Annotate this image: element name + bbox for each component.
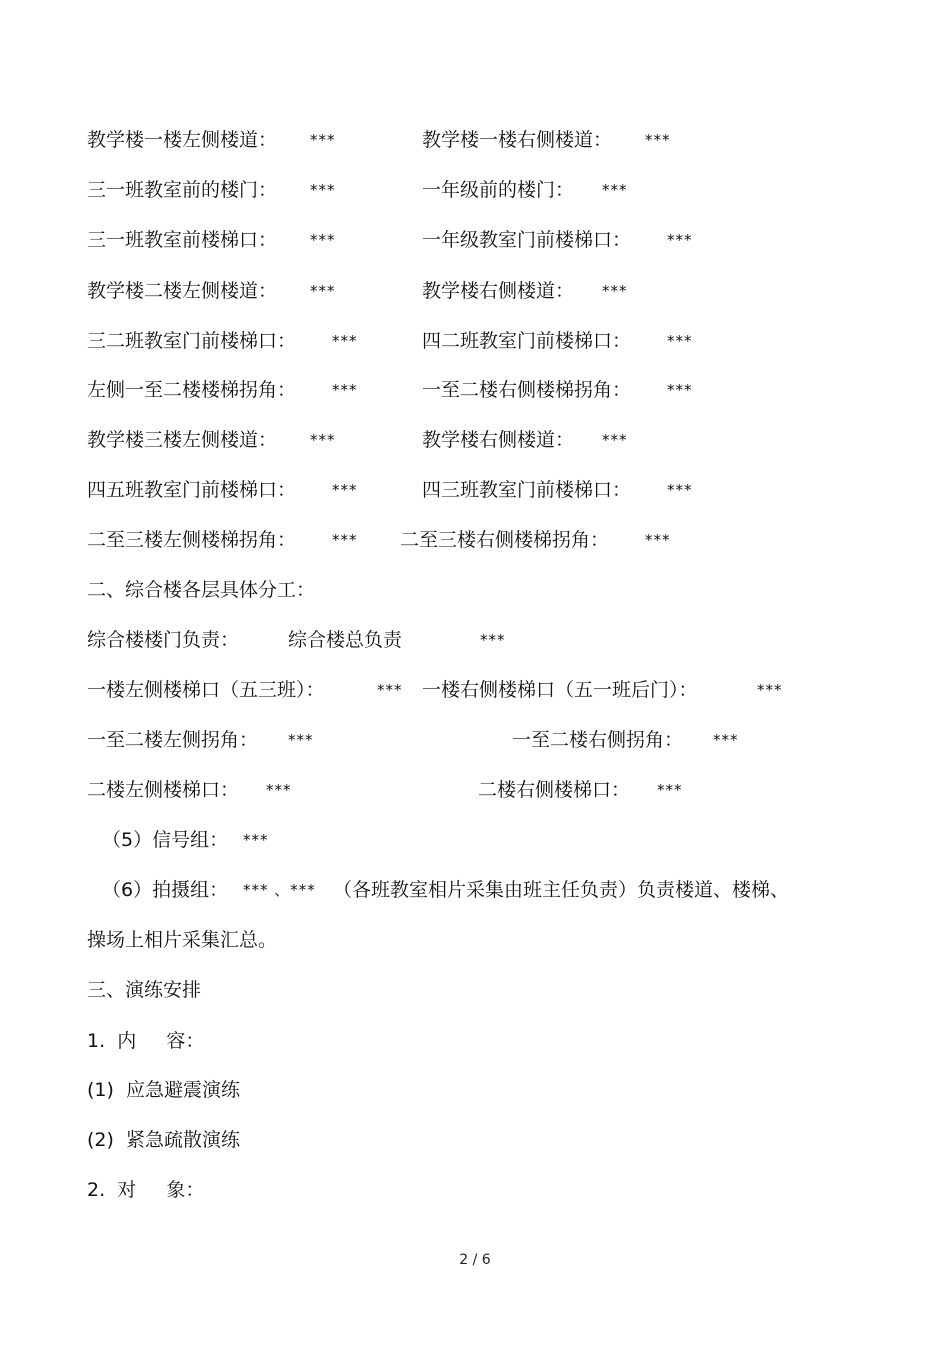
text-segment: *** (602, 282, 628, 300)
text-segment: *** (310, 181, 336, 199)
text-line (0, 870, 950, 910)
section-heading (0, 970, 950, 1010)
text-line (0, 470, 950, 510)
text-segment: *** (266, 781, 292, 799)
list-item (0, 1070, 950, 1110)
text-segment: 二至三楼右侧楼梯拐角： (400, 529, 610, 551)
text-segment: *** (332, 481, 358, 499)
text-segment: 教学楼一楼左侧楼道： (87, 129, 278, 151)
text-segment: *** (377, 681, 403, 699)
text-segment: 综合楼楼门负责： (87, 629, 240, 651)
text-line (0, 271, 950, 311)
text-segment: 四三班教室门前楼梯口： (422, 479, 632, 501)
text-line (0, 370, 950, 410)
text-line (0, 670, 950, 710)
text-segment: 教学楼三楼左侧楼道： (87, 429, 278, 451)
text-segment: *** (757, 681, 783, 699)
text-line (0, 170, 950, 210)
text-segment: (1) 应急避震演练 (87, 1079, 240, 1101)
text-segment: *** (645, 531, 671, 549)
text-segment: *** (667, 231, 693, 249)
text-segment: （5）信号组： (102, 829, 229, 851)
text-segment: 四二班教室门前楼梯口： (422, 330, 632, 352)
text-segment: 二楼右侧楼梯口： (478, 779, 631, 801)
text-segment: （各班教室相片采集由班主任负责）负责楼道、楼梯、 (333, 879, 790, 901)
text-segment: *** (602, 431, 628, 449)
text-segment: *** (667, 332, 693, 350)
text-segment: *** (667, 381, 693, 399)
text-segment: 一年级教室门前楼梯口： (422, 229, 632, 251)
text-segment: 三一班教室前楼梯口： (87, 229, 278, 251)
text-line (0, 1170, 950, 1210)
section-heading (0, 570, 950, 610)
text-line (0, 620, 950, 660)
list-item (0, 1120, 950, 1160)
text-segment: 四五班教室门前楼梯口： (87, 479, 297, 501)
text-line (0, 420, 950, 460)
text-line (0, 220, 950, 260)
text-line (0, 520, 950, 560)
text-segment: *** (713, 731, 739, 749)
text-segment: (2) 紧急疏散演练 (87, 1129, 240, 1151)
text-segment: *** (310, 231, 336, 249)
text-segment: 一至二楼右侧楼梯拐角： (422, 379, 632, 401)
text-line (0, 321, 950, 361)
text-segment: 三、演练安排 (87, 979, 202, 1001)
text-segment: *** (310, 431, 336, 449)
text-segment: 三一班教室前的楼门： (87, 179, 278, 201)
text-segment: 2. 对 象： (87, 1179, 205, 1201)
text-segment: 综合楼总负责 (288, 629, 403, 651)
text-segment: *** (332, 381, 358, 399)
text-segment: 二楼左侧楼梯口： (87, 779, 240, 801)
text-segment: *** (602, 181, 628, 199)
text-segment: 教学楼右侧楼道： (422, 280, 575, 302)
text-segment: *** 、*** (243, 881, 316, 899)
text-segment: （6）拍摄组： (102, 879, 229, 901)
text-line (0, 1021, 950, 1061)
text-segment: *** (310, 131, 336, 149)
text-segment: 1. 内 容： (87, 1030, 205, 1052)
text-line (0, 820, 950, 860)
text-segment: 教学楼二楼左侧楼道： (87, 280, 278, 302)
text-segment: *** (332, 531, 358, 549)
text-line (0, 770, 950, 810)
text-segment: *** (667, 481, 693, 499)
text-segment: *** (288, 731, 314, 749)
text-segment: 左侧一至二楼楼梯拐角： (87, 379, 297, 401)
text-segment: 一年级前的楼门： (422, 179, 575, 201)
text-segment: *** (243, 831, 269, 849)
text-segment: 一至二楼右侧拐角： (512, 729, 684, 751)
page-number: 2 / 6 (459, 1252, 491, 1268)
text-segment: *** (657, 781, 683, 799)
text-segment: 一楼右侧楼梯口（五一班后门）： (422, 679, 698, 701)
text-segment: 二至三楼左侧楼梯拐角： (87, 529, 297, 551)
text-segment: 教学楼右侧楼道： (422, 429, 575, 451)
text-segment: 操场上相片采集汇总。 (87, 929, 278, 951)
text-segment: *** (480, 631, 506, 649)
text-segment: *** (332, 332, 358, 350)
text-segment: 一至二楼左侧拐角： (87, 729, 259, 751)
text-segment: 二、综合楼各层具体分工： (87, 579, 316, 601)
text-segment: *** (645, 131, 671, 149)
text-line (0, 920, 950, 960)
text-segment: 教学楼一楼右侧楼道： (422, 129, 613, 151)
text-line (0, 120, 950, 160)
text-segment: 三二班教室门前楼梯口： (87, 330, 297, 352)
text-segment: 一楼左侧楼梯口（五三班）： (87, 679, 325, 701)
text-line (0, 720, 950, 760)
text-segment: *** (310, 282, 336, 300)
